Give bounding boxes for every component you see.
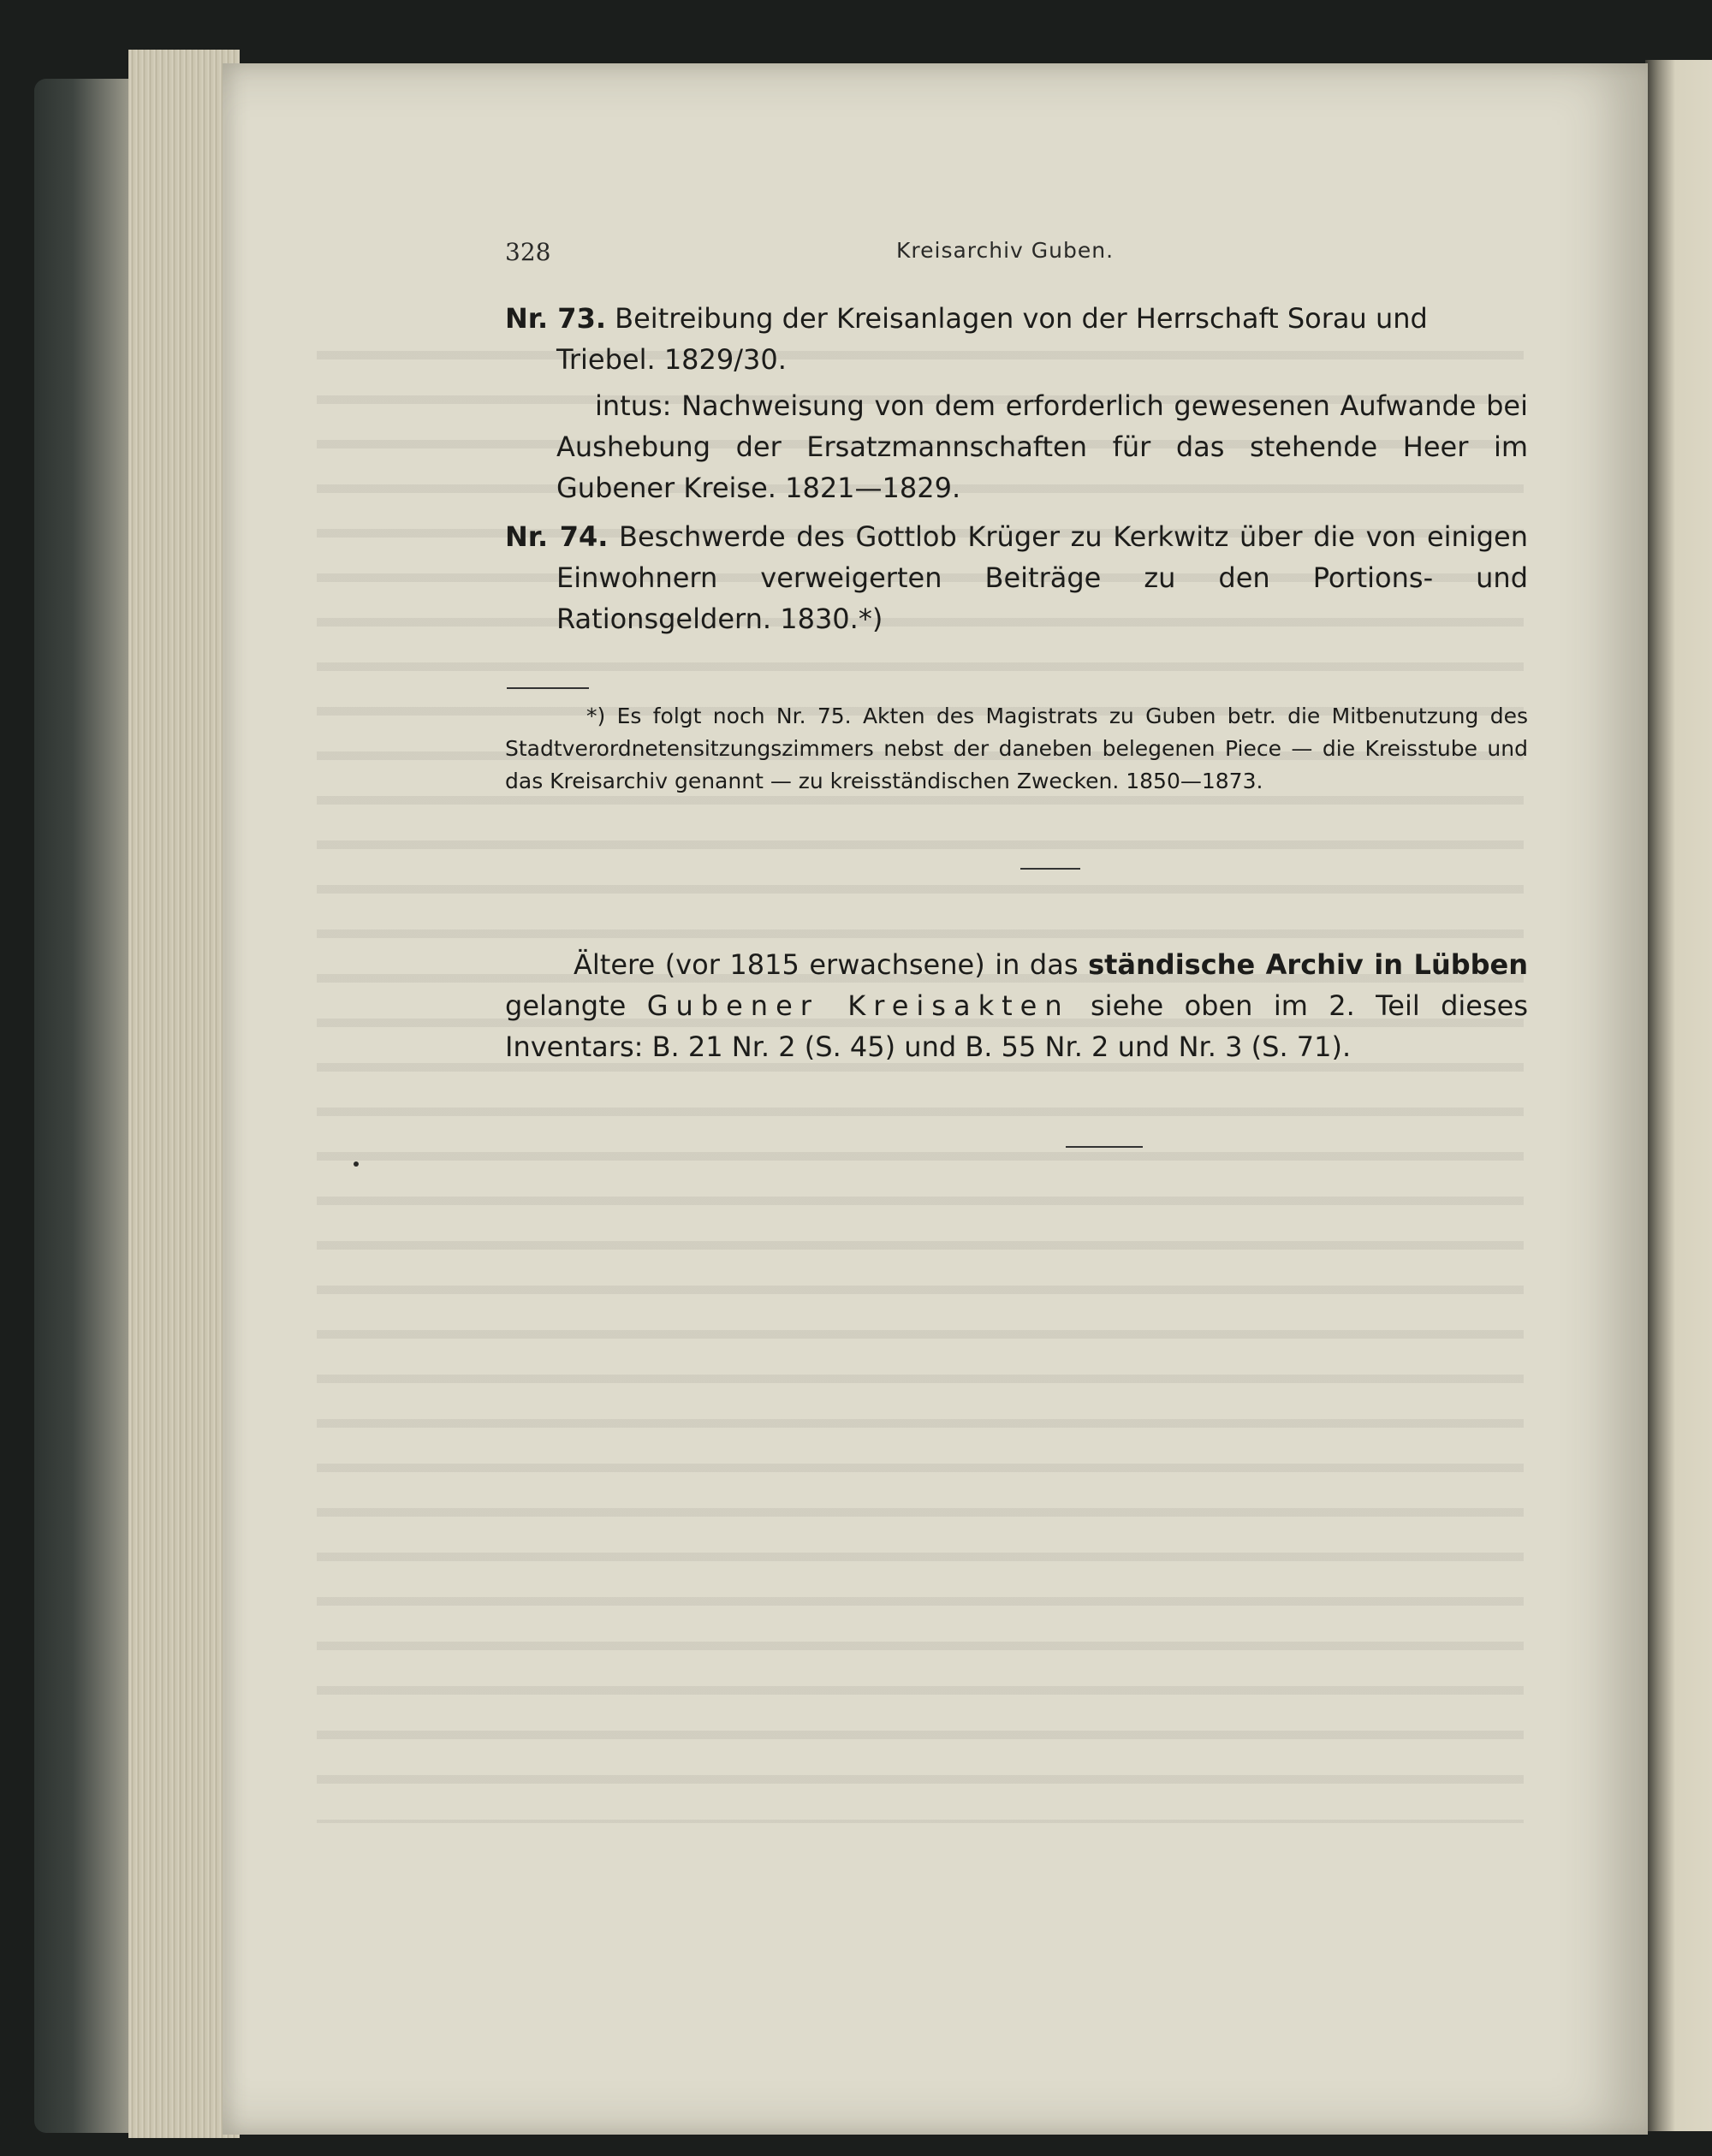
entry-74-text: Beschwerde des Gottlob Krüger zu Kerkwitz über die von einigen Einwohnern verweigerten Beiträge zu den Portions- und Rationsgeldern. 1830.*): [556, 520, 1529, 635]
end-rule: [1066, 1146, 1143, 1148]
closing-spaced-term: Gubener Kreisakten: [646, 989, 1070, 1022]
page-number: 328: [505, 238, 551, 266]
section-rule: [1020, 868, 1080, 870]
facing-page-edge: [1645, 60, 1712, 2131]
entry-73-text: Beitreibung der Kreisanlagen von der Herrschaft Sorau und Triebel. 1829/30.: [556, 302, 1428, 376]
entry-74: [505, 516, 1528, 639]
running-title: Kreisarchiv Guben.: [896, 238, 1115, 263]
entry-74-title: [505, 516, 1528, 639]
closing-text-1: Ältere (vor 1815 erwachsene) in das: [574, 948, 1079, 981]
running-head: [505, 238, 1524, 272]
closing-paragraph: [505, 944, 1528, 1067]
footnote: *) Es folgt noch Nr. 75. Akten des Magistrats zu Guben betr. die Mitbenutzung des Stadtverordnetensitzungszimmers nebst der daneben belegenen Piece — die Kreisstube und das Kreisarchiv genannt — zu kreisständischen Zwecken. 1850—1873.: [505, 704, 1528, 793]
entry-73-number: Nr. 73.: [505, 302, 606, 335]
entry-74-number: Nr. 74.: [505, 520, 609, 553]
closing-text-3: siehe oben im 2. Teil dieses Inventars: B. 21 Nr. 2 (S. 45) und B. 55 Nr. 2 und Nr. 3 (S. 71).: [505, 989, 1529, 1063]
entry-73: [505, 298, 1528, 508]
closing-text-2: gelangte: [505, 989, 627, 1022]
footnote-rule: [507, 687, 589, 689]
closing-archive: ständische Archiv in Lübben: [1088, 948, 1529, 981]
entry-73-intus: intus: Nachweisung von dem erforderlich gewesenen Aufwande bei Aushebung der Ersatzmannschaften für das stehende Heer im Gubener Kreise. 1821—1829.: [556, 389, 1528, 504]
entry-73-title: [505, 298, 1528, 380]
page-speck: [354, 1161, 359, 1167]
